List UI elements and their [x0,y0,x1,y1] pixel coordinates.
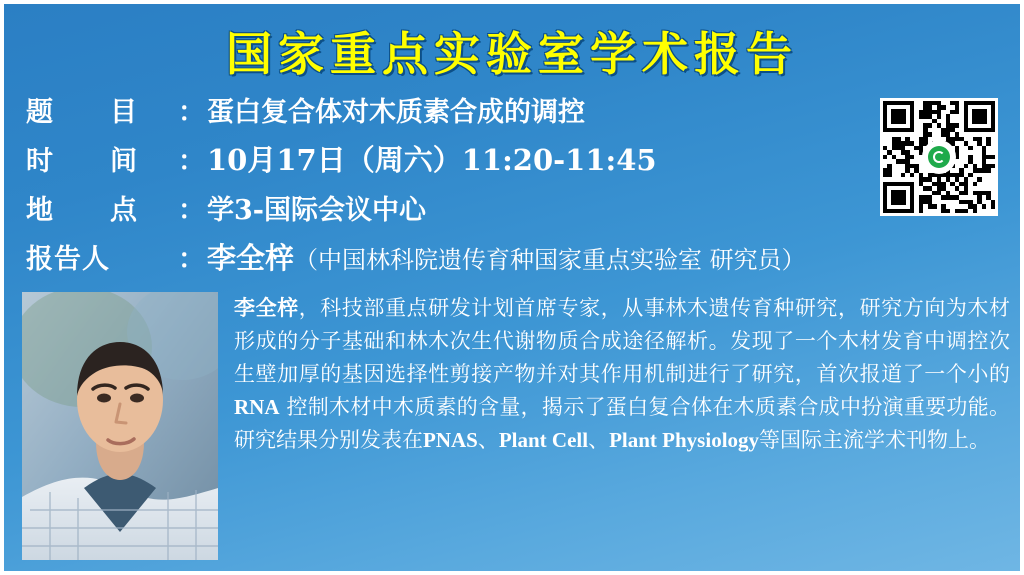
info-label-time: 时 间 [26,146,138,177]
info-label-location: 地 点 [26,195,138,226]
qr-code-pattern [883,101,995,213]
poster-title-bar [4,18,1020,84]
info-row-speaker [26,236,866,277]
speaker-bio [234,292,1010,457]
qr-code[interactable] [880,98,998,216]
bio-text-1: ，科技部重点研发计划首席专家，从事林木遗传育种研究，研究方向为木材形成的分子基础和林木次生代谢物质合成途径解析。发现了一个木材发育中调控次生壁加厚的基因选择性剪接产物并对其作用机制进行了研究，首次报道了一个小的 [234,296,1011,386]
speaker-name: 李全梓 [207,241,295,275]
speaker-affiliation: （中国林科院遗传育种国家重点实验室 研究员） [294,246,806,274]
bio-text-3: 等国际主流学术刊物上。 [759,428,991,452]
info-row-location [26,188,866,227]
wechat-green-logo-icon [922,140,956,174]
bio-text-2: 控制木材中木质素的含量，揭示了蛋白复合体在木质素合成中扮演重要功能。研究结果分别发表在 [234,395,1010,452]
bio-term-rna: RNA [234,395,280,419]
info-value-location: 学3-国际会议中心 [207,195,426,226]
bio-sep-2: 、 [588,428,610,452]
bio-name: 李全梓 [234,296,299,320]
bio-journal-plant-cell: Plant Cell [498,428,589,452]
info-label-speaker: 报告人 [26,244,110,275]
page-title: 国家重点实验室学术报告 [226,27,798,81]
bio-journal-plant-physiology: Plant Physiology [609,428,760,452]
speaker-portrait [22,292,218,560]
bio-sep-1: 、 [477,428,499,452]
info-colon-speaker: ： [178,244,205,275]
info-colon-location: ： [178,195,205,226]
poster-info-block [26,90,866,286]
info-colon-topic: ： [178,97,205,128]
bio-journal-pnas: PNAS [423,428,478,452]
info-value-topic: 蛋白复合体对木质素合成的调控 [207,97,585,128]
info-value-time: 10月17日（周六）11:20-11:45 [207,143,657,177]
info-colon-time: ： [178,146,205,177]
info-row-time [26,138,866,179]
info-label-topic: 题 目 [26,97,138,128]
info-row-topic [26,90,866,129]
